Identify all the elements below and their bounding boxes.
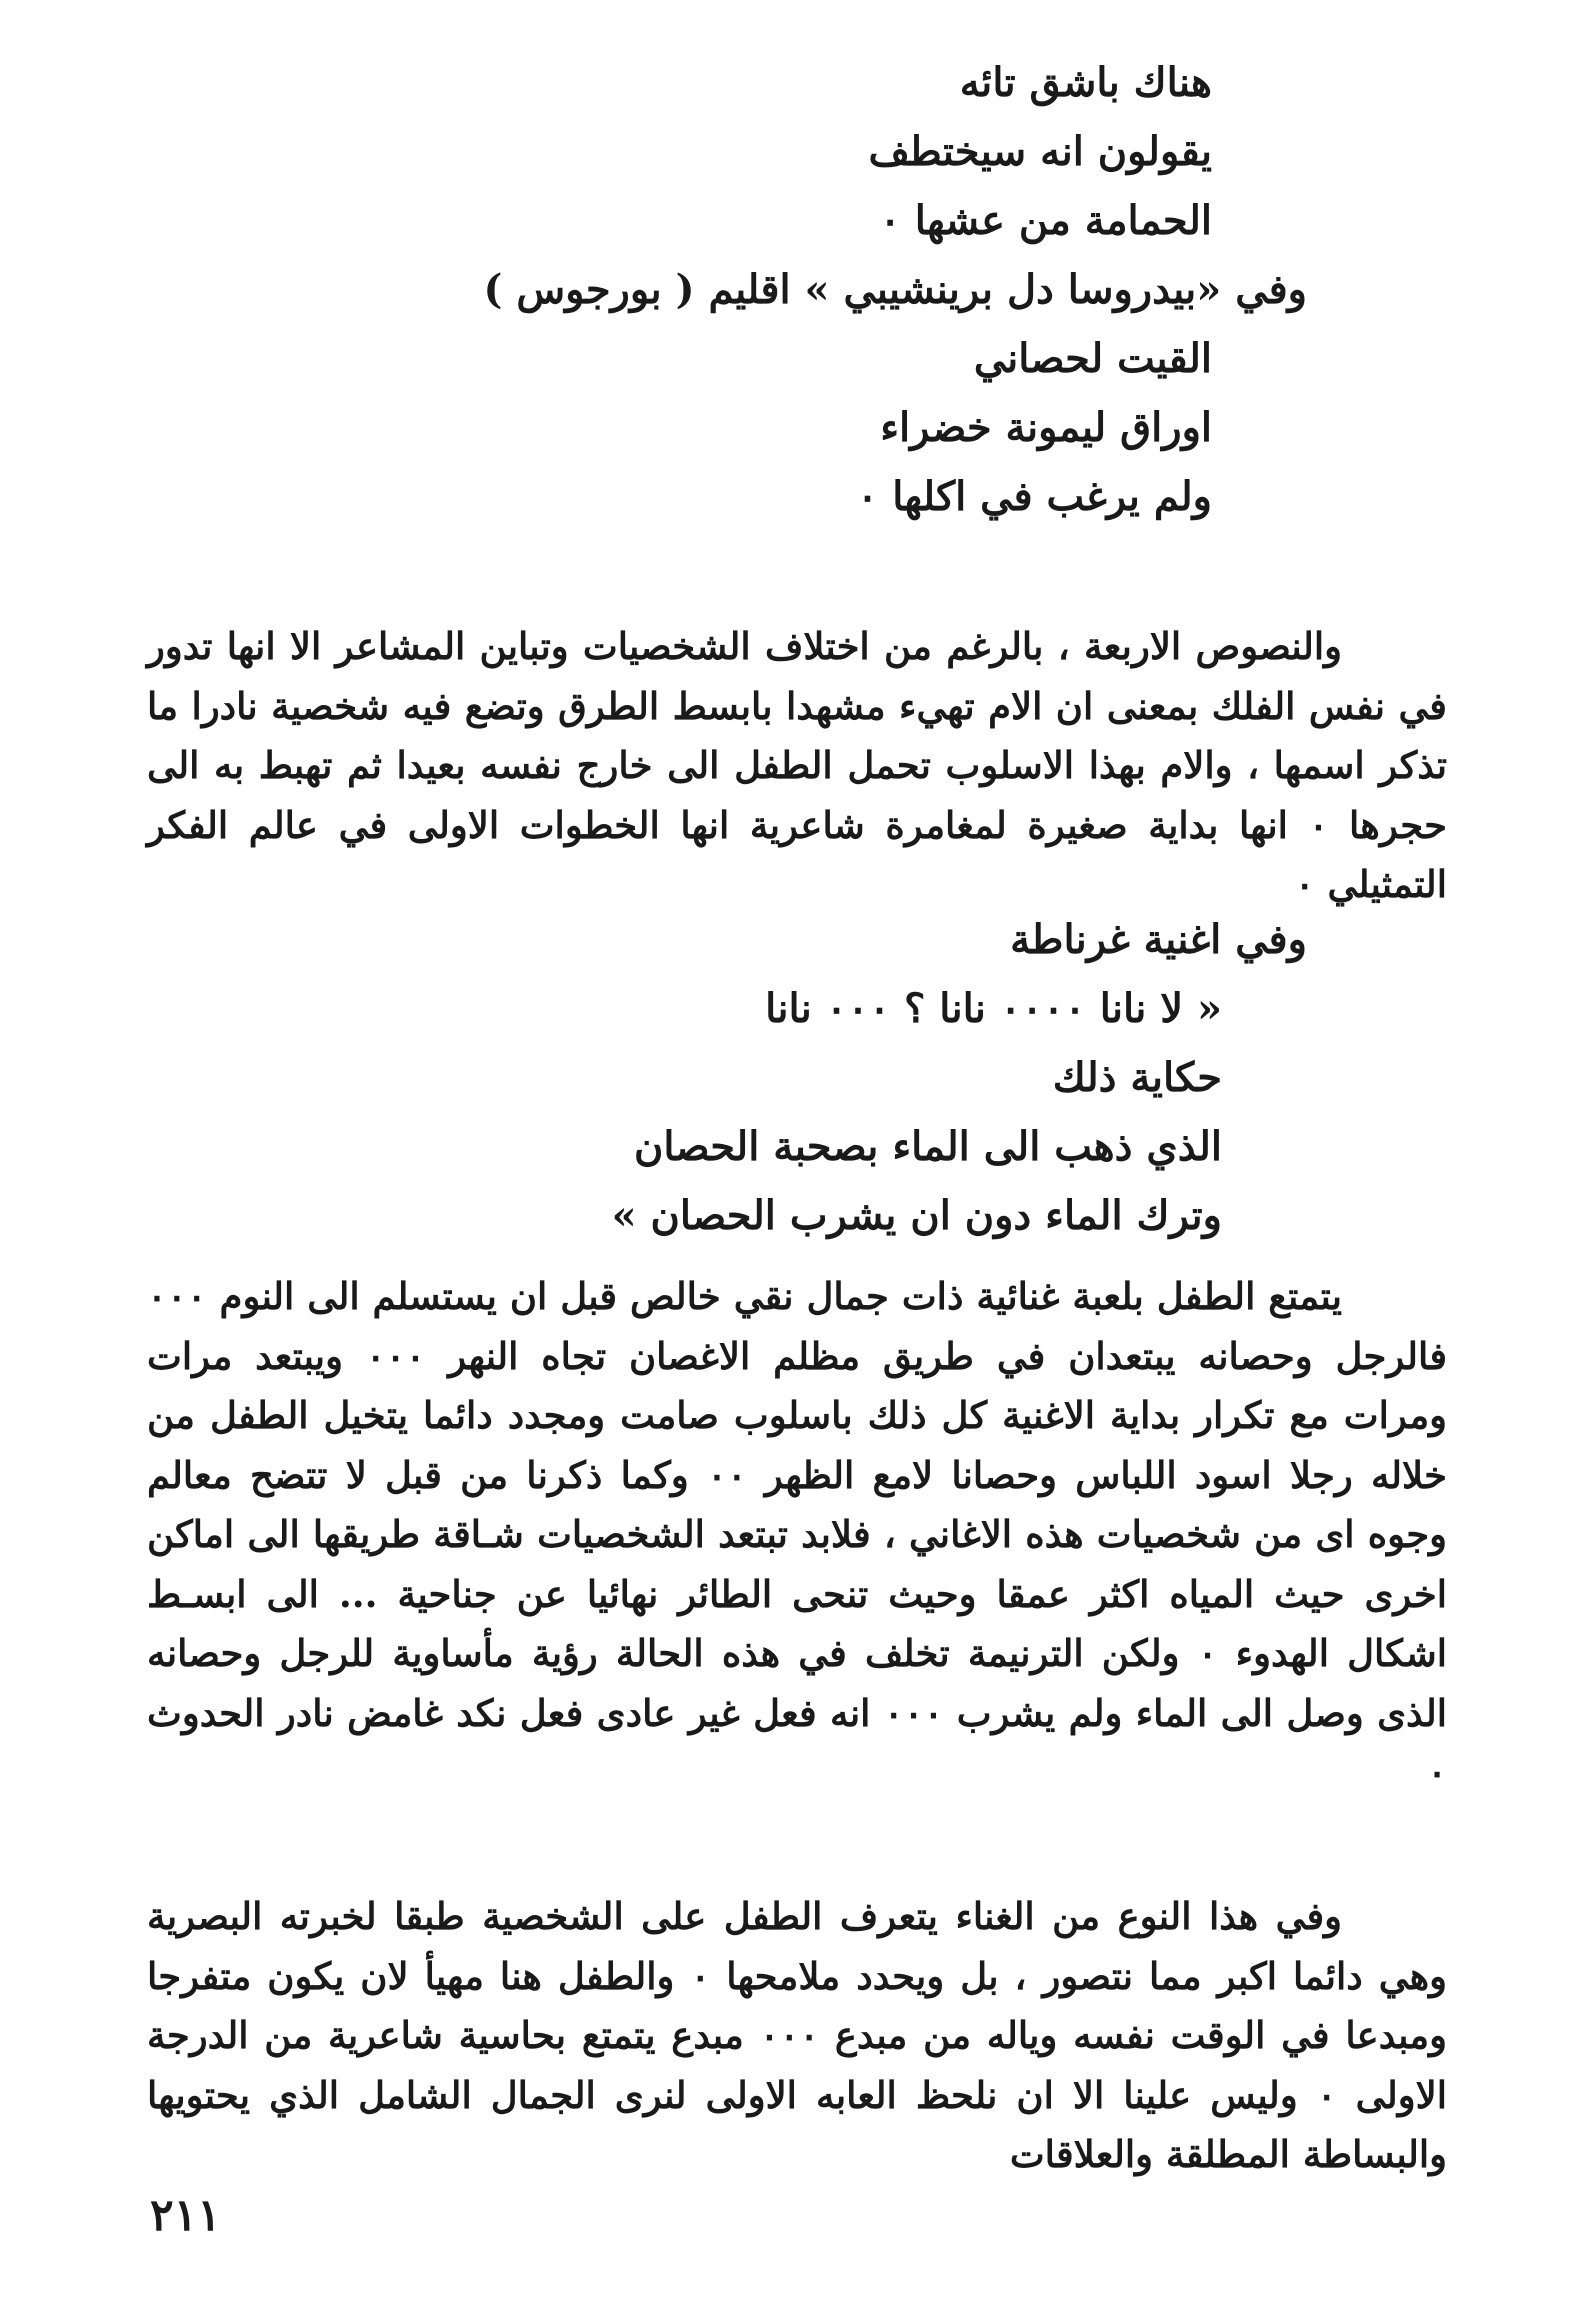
poem-line: حكاية ذلك [1052,1054,1222,1101]
poem-line: الحمامة من عشها ٠ [879,197,1212,244]
body-paragraph: وفي هذا النوع من الغناء يتعرف الطفل على الشخصية طبقا لخبرته البصرية وهي دائما اكبر مما نتصور ، بل ويحدد ملامحها ٠ والطفل هنا مهيأ لان يكون متفرجا ومبدعا في الوقت نفسه وياله من مبدع ٠٠٠ مبدع يتمتع بحاسية شاعرية من الدرجة الاولى ٠ وليس علينا الا ان نلحظ العابه الاولى لنرى الجمال الشامل الذي يحتويها والبساطة المطلقة والعلاقات [147,1894,1447,2176]
poem-stanza-2 [222,905,1307,1250]
poem-line: وترك الماء دون ان يشرب الحصان » [611,1192,1222,1239]
poem-line: القيت لحصاني [973,335,1212,382]
poem-line: ولم يرغب في اكلها ٠ [856,473,1212,520]
page-number: ٢١١ [150,2190,221,2241]
body-paragraph: يتمتع الطفل بلعبة غنائية ذات جمال نقي خالص قبل ان يستسلم الى النوم ٠٠٠ فالرجل وحصانه يبتعدان في طريق مظلم الاغصان تجاه النهر ٠٠٠ ويبتعد مرات ومرات مع تكرار بداية الاغنية كل ذلك باسلوب صامت ومجدد دائما يتخيل الطفل من خلاله رجلا اسود اللباس وحصانا لامع الظهر ٠٠ وكما ذكرنا من قبل لا تتضح معالم وجوه اى من شخصيات هذه الاغاني ، فلابد تبتعد الشخصيات شـاقة طريقها الى اماكن اخرى حيث المياه اكثر عمقا وحيث تنحى الطائر نهائيا عن جناحية ... الى ابسـط اشكال الهدوء ٠ ولكن الترنيمة تخلف في هذه الحالة رؤية مأساوية للرجل وحصانه الذى وصل الى الماء ولم يشرب ٠٠٠ انه فعل غير عادى فعل نكد غامض نادر الحدوث ٠ [147,1274,1448,1794]
poem-line: وفي «بيدروسا دل برينشيبي » اقليم ( بورجوس ) [483,266,1307,313]
poem-line: اوراق ليمونة خضراء [880,404,1212,451]
poem-stanza-1 [212,48,1307,531]
poem-line: يقولون انه سيختطف [868,128,1212,175]
body-paragraph: والنصوص الاربعة ، بالرغم من اختلاف الشخصيات وتباين المشاعر الا انها تدور في نفس الفلك بمعنى ان الام تهيء مشهدا بابسط الطرق وتضع فيه شخصية نادرا ما تذكر اسمها ، والام بهذا الاسلوب تحمل الطفل الى خارج نفسه بعيدا ثم تهبط به الى حجرها ٠ انها بداية صغيرة لمغامرة شاعرية انها الخطوات الاولى في عالم الفكر التمثيلي ٠ [147,624,1447,906]
poem-line: وفي اغنية غرناطة [1010,916,1307,963]
poem-line: « لا نانا ٠٠٠٠ نانا ؟ ٠٠٠ نانا [765,985,1222,1032]
poem-line: الذي ذهب الى الماء بصحبة الحصان [633,1123,1222,1170]
poem-line: هناك باشق تائه [959,59,1212,106]
